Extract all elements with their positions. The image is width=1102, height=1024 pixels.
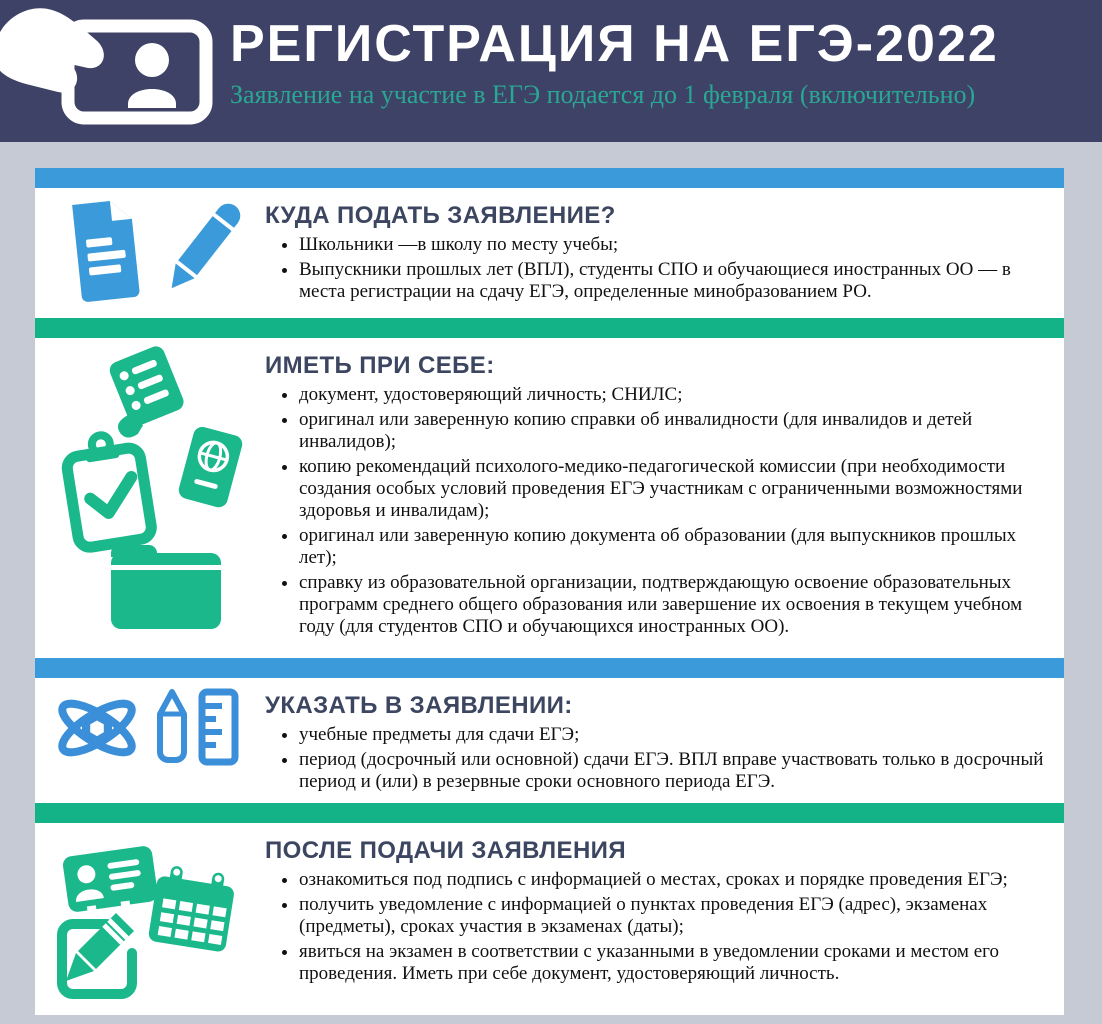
section-bring-with-you xyxy=(35,338,1064,658)
bullet-item: • справку из образовательной организации, подтверждающую освоение образовательных программ среднего общего образования или завершение их освоения в текущем учебном году (для студентов СПО и обучающихся иностранных ОО). xyxy=(299,572,1058,638)
section-where-to-apply xyxy=(35,188,1064,318)
header xyxy=(0,0,1102,142)
section-specify-body xyxy=(265,678,1064,803)
bullet-item: • Школьники —в школу по месту учебы; xyxy=(299,234,1058,256)
passport-icon xyxy=(165,424,255,514)
pencil-outline-icon xyxy=(153,688,191,766)
bullet-item: • документ, удостоверяющий личность; СНИЛС; xyxy=(299,384,1058,406)
divider-bar-green xyxy=(35,803,1064,823)
page-subtitle: Заявление на участие в ЕГЭ подается до 1 февраля (включительно) xyxy=(230,80,976,110)
section-bring-body xyxy=(265,338,1064,658)
section-heading: УКАЗАТЬ В ЗАЯВЛЕНИИ: xyxy=(265,692,573,719)
section-heading: КУДА ПОДАТЬ ЗАЯВЛЕНИЕ? xyxy=(265,202,616,229)
section-where-body xyxy=(265,188,1064,318)
section-where-icons xyxy=(35,188,265,318)
bullet-item: • явиться на экзамен в соответствии с указанными в уведомлении сроками и местом его проведения. Иметь при себе документ, удостоверяющий личность. xyxy=(299,941,1058,985)
section-after-icons xyxy=(35,823,265,1015)
content-column xyxy=(35,168,1064,1015)
ruler-icon xyxy=(195,688,241,766)
bullet-item: • Выпускники прошлых лет (ВПЛ), студенты СПО и обучающиеся иностранных ОО — в места регистрации на сдачу ЕГЭ, определенные минобразованием РО. xyxy=(299,259,1058,303)
edit-square-icon xyxy=(50,901,150,1006)
section-after-applying xyxy=(35,823,1064,1015)
section-specify-icons xyxy=(35,678,265,803)
bullet-list xyxy=(265,234,1058,303)
bullet-item: • получить уведомление с информацией о пунктах проведения ЕГЭ (адрес), экзаменах (предметы), сроках участия в экзаменах (даты); xyxy=(299,894,1058,938)
divider-bar-green xyxy=(35,318,1064,338)
bullet-item: • ознакомиться под подпись с информацией о местах, сроках и порядке проведения ЕГЭ; xyxy=(299,869,1058,891)
calendar-icon xyxy=(145,863,240,958)
divider-bar-blue xyxy=(35,168,1064,188)
bullet-list xyxy=(265,724,1058,793)
atom-icon xyxy=(50,686,145,771)
section-bring-icons xyxy=(35,338,265,658)
pencil-icon xyxy=(163,193,243,303)
section-heading: ПОСЛЕ ПОДАЧИ ЗАЯВЛЕНИЯ xyxy=(265,837,626,864)
bullet-list xyxy=(265,869,1058,985)
bullet-item: • оригинал или заверенную копию документа об образовании (для выпускников прошлых лет); xyxy=(299,525,1058,569)
divider-bar-blue xyxy=(35,658,1064,678)
section-after-body xyxy=(265,823,1064,1015)
bullet-item: • оригинал или заверенную копию справки об инвалидности (для инвалидов и детей инвалидов); xyxy=(299,409,1058,453)
section-heading: ИМЕТЬ ПРИ СЕБЕ: xyxy=(265,352,495,379)
document-icon xyxy=(53,194,153,306)
bullet-item: • копию рекомендаций психолого-медико-педагогической комиссии (при необходимости создания особых условий проведения ЕГЭ участникам с ограниченными возможностями здоровья и инвалидам); xyxy=(299,456,1058,522)
header-text xyxy=(230,16,1090,110)
bullet-item: • период (досрочный или основной) сдачи ЕГЭ. ВПЛ вправе участвовать только в досрочный период и (или) в резервные сроки основного периода ЕГЭ. xyxy=(299,749,1058,793)
page-title: РЕГИСТРАЦИЯ НА ЕГЭ-2022 xyxy=(230,15,999,73)
bullet-list xyxy=(265,384,1058,638)
bullet-item: • учебные предметы для сдачи ЕГЭ; xyxy=(299,724,1058,746)
section-specify-in-application xyxy=(35,678,1064,803)
hand-holding-id-card-icon xyxy=(0,0,220,140)
folder-icon xyxy=(105,523,230,638)
